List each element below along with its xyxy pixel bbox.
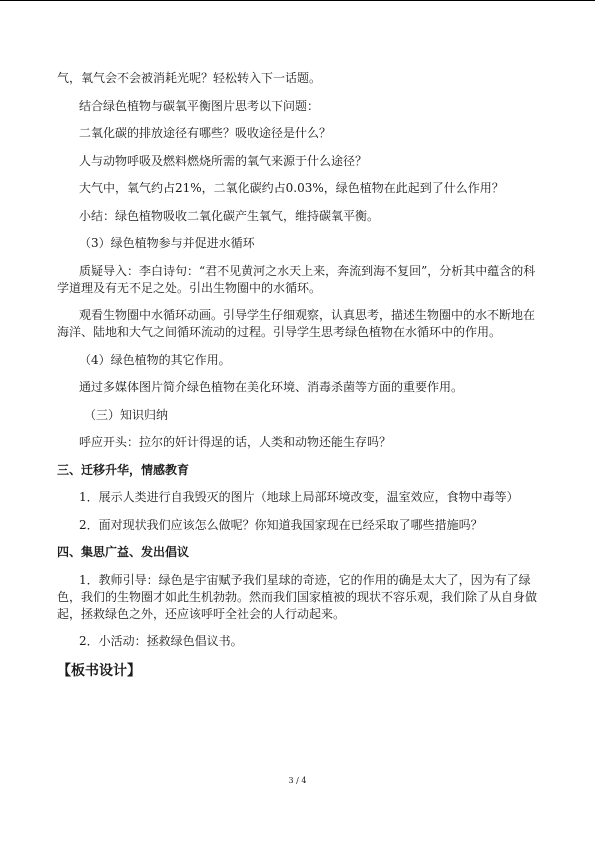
subheading-water-cycle: （3）绿色植物参与并促进水循环 bbox=[79, 236, 255, 250]
subheading-knowledge: （三）知识归纳 bbox=[84, 407, 169, 422]
question-oxygen: 人与动物呼吸及燃料燃烧所需的氧气来源于什么途径？ bbox=[79, 153, 368, 168]
list-item-4-2: 2．小活动：拯救绿色倡议书。 bbox=[79, 634, 243, 648]
list-item-4-1: 1．教师引导：绿色是宇宙赋予我们星球的奇迹，它的作用的确是太大了，因为有了绿色，我们的生物圈才如此生机勃勃。然而我们国家植被的现状不容乐观，我们除了从自身做起，拯救绿色之外，还应该呼吁全社会的人行动起来。 bbox=[57, 572, 538, 621]
question-co2: 二氧化碳的排放途径有哪些？吸收途径是什么？ bbox=[79, 126, 332, 140]
paragraph-poem-intro: 质疑导入：李白诗句：“君不见黄河之水天上来，奔流到海不复回”，分析其中蕴含的科学道理及有无不足之处。引出生物圈中的水循环。 bbox=[57, 263, 536, 295]
paragraph-prompt: 结合绿色植物与碳氧平衡图片思考以下问题： bbox=[79, 98, 320, 113]
document-body bbox=[57, 70, 537, 681]
paragraph-echo-opening: 呼应开头：拉尔的奸计得逞的话，人类和动物还能生存吗？ bbox=[79, 435, 392, 449]
list-item-3-2: 2．面对现状我们应该怎么做呢？你知道我国家现在已经采取了哪些措施吗？ bbox=[79, 517, 483, 532]
summary-carbon-oxygen: 小结：绿色植物吸收二氧化碳产生氧气，维持碳氧平衡。 bbox=[79, 208, 380, 223]
board-design-heading: 【板书设计】 bbox=[57, 662, 141, 679]
page-top-rule bbox=[0, 0, 595, 1]
question-atmosphere: 大气中，氧气约占21%，二氧化碳约占0.03%，绿色植物在此起到了什么作用？ bbox=[79, 181, 504, 195]
section-heading-3: 三、迁移升华，情感教育 bbox=[57, 462, 190, 477]
list-item-3-1: 1．展示人类进行自我毁灭的图片（地球上局部环境改变，温室效应，食物中毒等） bbox=[79, 490, 519, 504]
section-heading-4: 四、集思广益、发出倡议 bbox=[57, 545, 190, 559]
paragraph-water-animation: 观看生物圈中水循环动画。引导学生仔细观察，认真思考，描述生物圈中的水不断地在海洋、陆地和大气之间循环流动的过程。引导学生思考绿色植物在水循环中的作用。 bbox=[57, 308, 536, 339]
paragraph-continuation: 气，氧气会不会被消耗光呢？轻松转入下一话题。 bbox=[57, 71, 322, 85]
subheading-other-roles: （4）绿色植物的其它作用。 bbox=[79, 352, 231, 367]
page-number: 3 / 4 bbox=[288, 776, 307, 785]
paragraph-multimedia: 通过多媒体图片简介绿色植物在美化环境、消毒杀菌等方面的重要作用。 bbox=[79, 380, 464, 394]
